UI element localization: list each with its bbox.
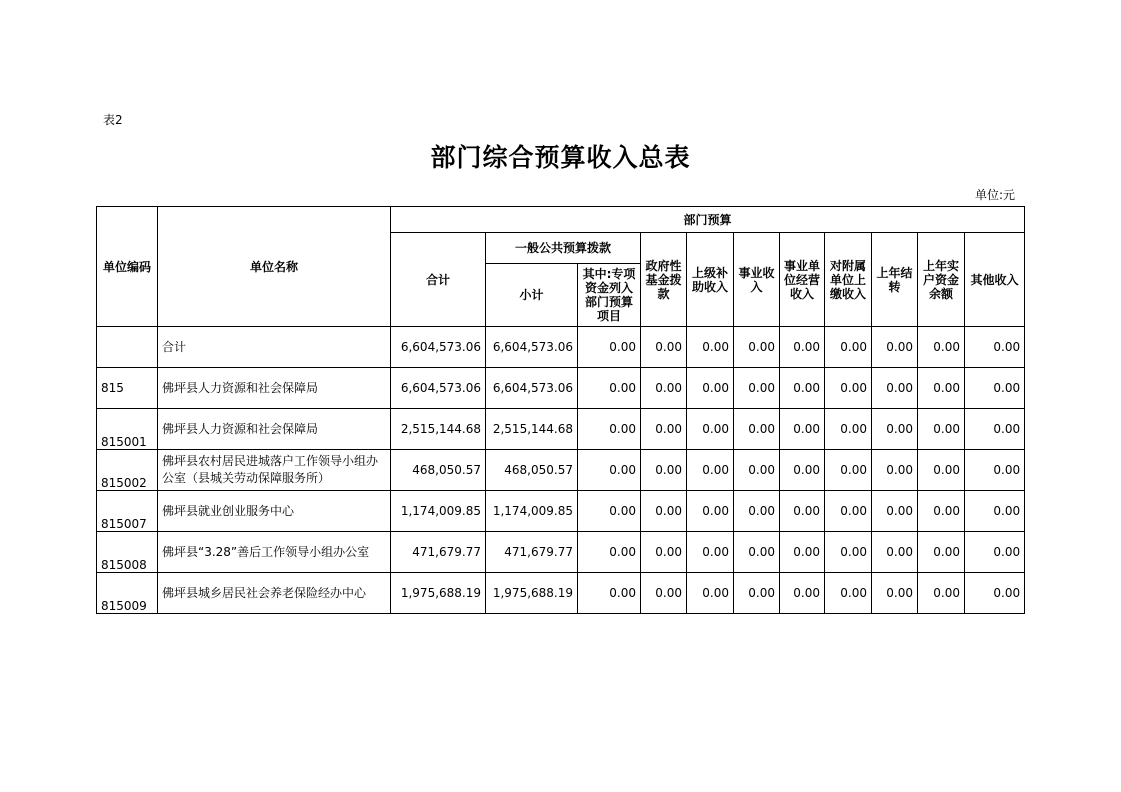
cell-operating: 0.00 (780, 409, 825, 450)
cell-affiliated: 0.00 (825, 409, 872, 450)
cell-affiliated: 0.00 (825, 573, 872, 614)
cell-total: 1,174,009.85 (391, 491, 486, 532)
cell-other: 0.00 (965, 327, 1025, 368)
cell-gov-fund: 0.00 (641, 368, 687, 409)
table-row (97, 573, 1025, 614)
cell-balance: 0.00 (918, 409, 965, 450)
cell-total: 471,679.77 (391, 532, 486, 573)
col-header-code: 单位编码 (97, 207, 158, 327)
cell-affiliated: 0.00 (825, 368, 872, 409)
cell-subtotal: 6,604,573.06 (486, 368, 578, 409)
cell-other: 0.00 (965, 573, 1025, 614)
col-header-last-year-carry: 上年结转 (872, 233, 918, 327)
cell-gov-fund: 0.00 (641, 532, 687, 573)
cell-total: 6,604,573.06 (391, 368, 486, 409)
cell-name: 佛坪县人力资源和社会保障局 (158, 409, 391, 450)
cell-subtotal: 6,604,573.06 (486, 327, 578, 368)
cell-carry: 0.00 (872, 368, 918, 409)
cell-code: 815007 (97, 491, 158, 532)
cell-business: 0.00 (734, 491, 780, 532)
cell-affiliated: 0.00 (825, 532, 872, 573)
cell-business: 0.00 (734, 450, 780, 491)
cell-other: 0.00 (965, 409, 1025, 450)
cell-special: 0.00 (578, 573, 641, 614)
cell-gov-fund: 0.00 (641, 450, 687, 491)
cell-subtotal: 1,975,688.19 (486, 573, 578, 614)
cell-name: 合计 (158, 327, 391, 368)
cell-carry: 0.00 (872, 573, 918, 614)
cell-superior: 0.00 (687, 409, 734, 450)
cell-special: 0.00 (578, 450, 641, 491)
col-header-gov-fund: 政府性基金拨款 (641, 233, 687, 327)
cell-affiliated: 0.00 (825, 327, 872, 368)
cell-operating: 0.00 (780, 450, 825, 491)
col-header-special-funds: 其中:专项资金列入部门预算项目 (578, 264, 641, 327)
col-header-dept-budget: 部门预算 (391, 207, 1025, 233)
cell-superior: 0.00 (687, 450, 734, 491)
cell-superior: 0.00 (687, 327, 734, 368)
cell-name: 佛坪县人力资源和社会保障局 (158, 368, 391, 409)
col-header-general-public: 一般公共预算拨款 (486, 233, 641, 264)
cell-carry: 0.00 (872, 532, 918, 573)
cell-code: 815002 (97, 450, 158, 491)
cell-operating: 0.00 (780, 491, 825, 532)
unit-label: 单位:元 (974, 188, 1015, 202)
cell-special: 0.00 (578, 409, 641, 450)
cell-carry: 0.00 (872, 450, 918, 491)
cell-code: 815001 (97, 409, 158, 450)
cell-superior: 0.00 (687, 573, 734, 614)
col-header-total: 合计 (391, 233, 486, 327)
cell-name: 佛坪县农村居民进城落户工作领导小组办公室（县城关劳动保障服务所） (158, 450, 391, 491)
cell-superior: 0.00 (687, 491, 734, 532)
cell-other: 0.00 (965, 368, 1025, 409)
cell-name: 佛坪县“3.28”善后工作领导小组办公室 (158, 532, 391, 573)
cell-subtotal: 468,050.57 (486, 450, 578, 491)
table-row (97, 532, 1025, 573)
cell-name: 佛坪县就业创业服务中心 (158, 491, 391, 532)
cell-total: 2,515,144.68 (391, 409, 486, 450)
cell-balance: 0.00 (918, 368, 965, 409)
cell-total: 6,604,573.06 (391, 327, 486, 368)
cell-operating: 0.00 (780, 327, 825, 368)
cell-code: 815 (97, 368, 158, 409)
cell-balance: 0.00 (918, 532, 965, 573)
col-header-subtotal: 小计 (486, 264, 578, 327)
table-row (97, 450, 1025, 491)
cell-subtotal: 2,515,144.68 (486, 409, 578, 450)
cell-special: 0.00 (578, 532, 641, 573)
cell-carry: 0.00 (872, 491, 918, 532)
cell-subtotal: 471,679.77 (486, 532, 578, 573)
cell-operating: 0.00 (780, 532, 825, 573)
cell-superior: 0.00 (687, 368, 734, 409)
cell-code: 815008 (97, 532, 158, 573)
cell-balance: 0.00 (918, 450, 965, 491)
cell-carry: 0.00 (872, 409, 918, 450)
cell-subtotal: 1,174,009.85 (486, 491, 578, 532)
cell-business: 0.00 (734, 368, 780, 409)
cell-special: 0.00 (578, 368, 641, 409)
cell-affiliated: 0.00 (825, 491, 872, 532)
cell-code (97, 327, 158, 368)
table-row (97, 491, 1025, 532)
col-header-operating-income: 事业单位经营收入 (780, 233, 825, 327)
cell-operating: 0.00 (780, 368, 825, 409)
cell-other: 0.00 (965, 491, 1025, 532)
cell-business: 0.00 (734, 327, 780, 368)
cell-carry: 0.00 (872, 327, 918, 368)
cell-code: 815009 (97, 573, 158, 614)
cell-balance: 0.00 (918, 491, 965, 532)
cell-gov-fund: 0.00 (641, 409, 687, 450)
cell-name: 佛坪县城乡居民社会养老保险经办中心 (158, 573, 391, 614)
budget-revenue-table (96, 206, 1025, 614)
cell-operating: 0.00 (780, 573, 825, 614)
table-number: 表2 (103, 113, 123, 127)
page-title: 部门综合预算收入总表 (430, 143, 691, 172)
cell-total: 1,975,688.19 (391, 573, 486, 614)
col-header-name: 单位名称 (158, 207, 391, 327)
cell-total: 468,050.57 (391, 450, 486, 491)
header-row-1 (97, 207, 1025, 233)
cell-special: 0.00 (578, 491, 641, 532)
cell-gov-fund: 0.00 (641, 573, 687, 614)
cell-business: 0.00 (734, 573, 780, 614)
cell-affiliated: 0.00 (825, 450, 872, 491)
table-row (97, 327, 1025, 368)
cell-other: 0.00 (965, 532, 1025, 573)
col-header-affiliated-income: 对附属单位上缴收入 (825, 233, 872, 327)
table-row (97, 409, 1025, 450)
cell-business: 0.00 (734, 409, 780, 450)
col-header-business-income: 事业收入 (734, 233, 780, 327)
col-header-other-income: 其他收入 (965, 233, 1025, 327)
cell-gov-fund: 0.00 (641, 491, 687, 532)
cell-other: 0.00 (965, 450, 1025, 491)
table-row (97, 368, 1025, 409)
cell-special: 0.00 (578, 327, 641, 368)
cell-superior: 0.00 (687, 532, 734, 573)
col-header-last-year-balance: 上年实户资金余额 (918, 233, 965, 327)
cell-balance: 0.00 (918, 327, 965, 368)
cell-gov-fund: 0.00 (641, 327, 687, 368)
cell-business: 0.00 (734, 532, 780, 573)
col-header-superior-subsidy: 上级补助收入 (687, 233, 734, 327)
cell-balance: 0.00 (918, 573, 965, 614)
